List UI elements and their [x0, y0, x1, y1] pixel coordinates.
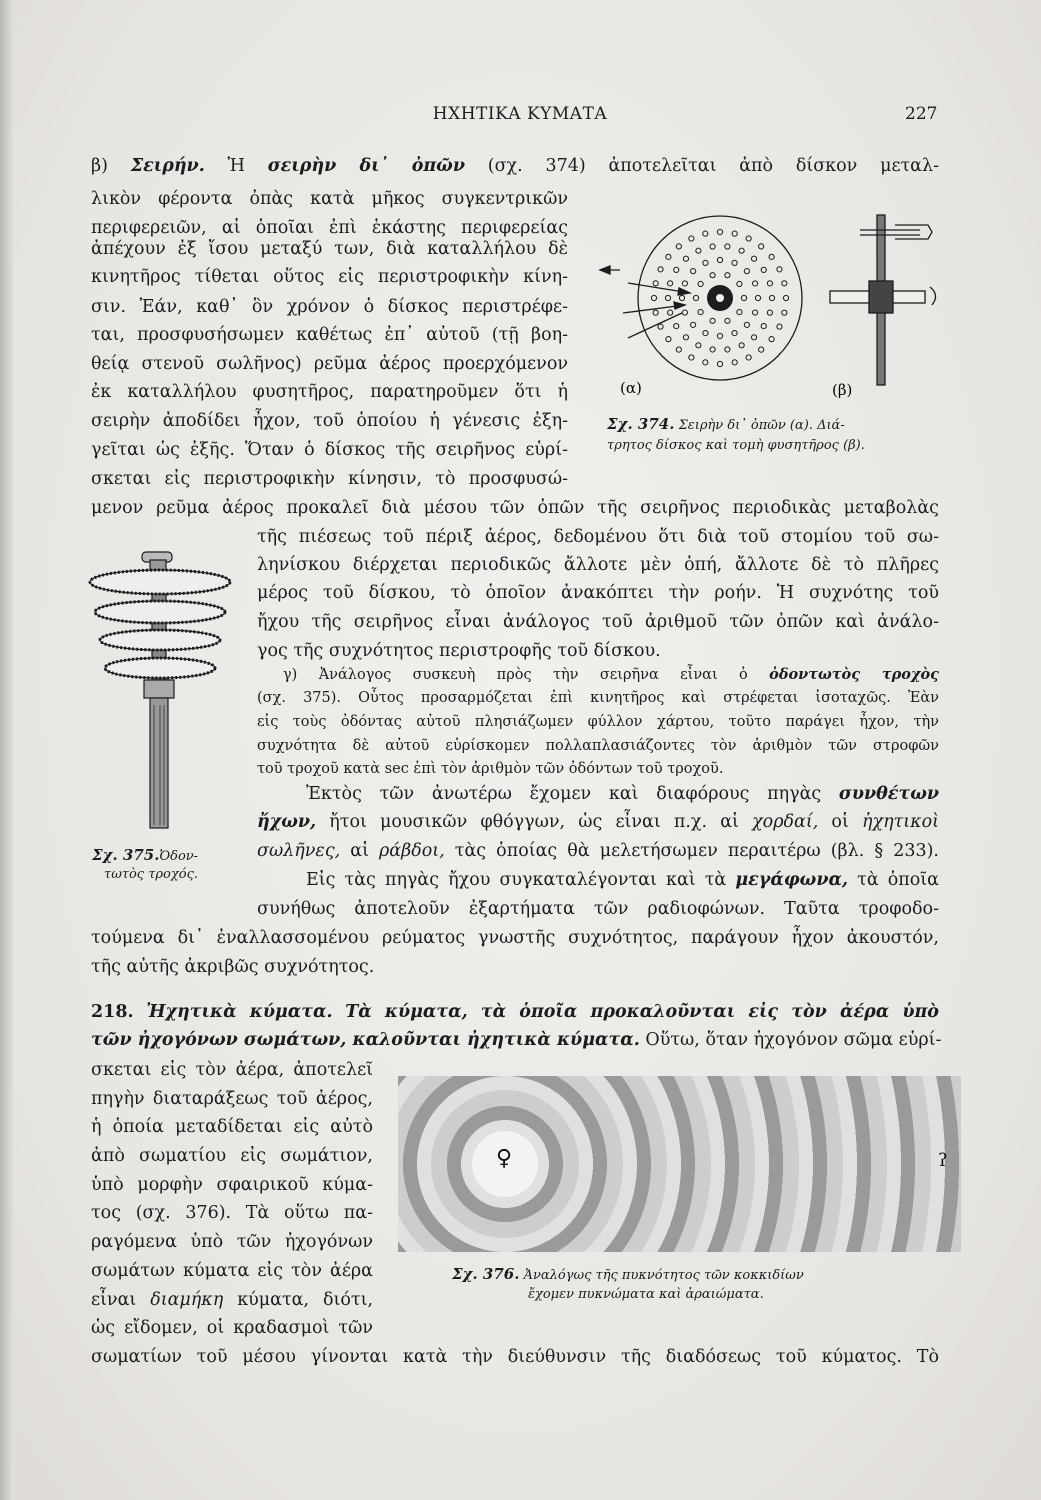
disc-hole — [689, 355, 694, 360]
paragraph-line: συνήθως ἀποτελοῦν ἐξαρτήματα τῶν ραδιοφώνων. Ταῦτα τροφοδο- — [257, 899, 939, 919]
disc-hole — [746, 355, 751, 360]
section-title: Ἠχητικὰ κύματα. — [146, 1002, 333, 1022]
disc-hole — [682, 310, 687, 315]
disc-hole — [751, 335, 756, 340]
disc-hole — [737, 281, 742, 286]
disc-hole — [739, 248, 744, 253]
figure-376-caption-line2: ἔχομεν πυκνώματα καὶ ἀραιώματα. — [528, 1287, 764, 1302]
disc-hole — [710, 318, 715, 323]
figure-376-sound-waves — [398, 1076, 961, 1252]
figure-374-label-a: (α) — [620, 379, 642, 397]
disc-hole — [725, 347, 730, 352]
disc-hole — [698, 281, 703, 286]
disc-hole — [658, 324, 663, 329]
paragraph-line: ἐκ καταλλήλου φυσητῆρος, παρατηροῦμεν ὅτι ἡ — [91, 382, 568, 402]
disc-hole — [732, 231, 737, 236]
paragraph-line: σωλῆνες, αἱ ράβδοι, τὰς ὁποίας θὰ μελετήσωμεν περαιτέρω (βλ. § 233). — [257, 841, 939, 861]
disc-hole — [674, 324, 679, 329]
disc-hole — [753, 281, 758, 286]
paragraph-line: μέρος τοῦ δίσκου, τὸ ὁποῖον ἀνακόπτει τὴν ροήν. Ἡ συχνότης τοῦ — [257, 583, 939, 603]
paragraph-line: γεῖται ὡς ἑξῆς. Ὅταν ὁ δίσκος τῆς σειρῆνος εὑρί- — [91, 440, 568, 460]
bell-icon: ♀ — [496, 1146, 513, 1171]
disc-hole — [703, 331, 708, 336]
figure-374-siren — [590, 195, 945, 400]
disc-hole — [689, 236, 694, 241]
disc-hole — [668, 310, 673, 315]
disc-hole — [725, 318, 730, 323]
disc-hole — [696, 343, 701, 348]
disc-hole — [732, 260, 737, 265]
air-arrows — [600, 266, 690, 338]
paragraph-line: γος τῆς συχνότητος περιστροφῆς τοῦ δίσκου. — [257, 641, 661, 661]
disc-hole — [658, 267, 663, 272]
disc-hole — [746, 236, 751, 241]
disc-hole — [744, 322, 749, 327]
disc-hole — [739, 343, 744, 348]
disc-hole — [696, 248, 701, 253]
figure-375-toothed-wheel — [80, 540, 250, 830]
disc-hole — [653, 310, 658, 315]
paragraph-line: τῆς αὐτῆς ἀκριβῶς συχνότητος. — [91, 957, 375, 977]
disc-hole — [703, 231, 708, 236]
disc-hole — [732, 360, 737, 365]
paragraph-line: εἶναι διαμήκη κύματα, διότι, — [91, 1290, 374, 1310]
paragraph-line: μενον ρεῦμα ἀέρος προκαλεῖ διὰ μέσου τῶν ὀπῶν τῆς σειρῆνος περιοδικὰς μεταβολὰς — [91, 498, 939, 518]
disc-hole — [651, 295, 656, 300]
disc-hole — [741, 295, 746, 300]
perforated-disc — [638, 216, 802, 380]
disc-hole — [744, 269, 749, 274]
paragraph-line: σκεται εἰς περιστροφικὴν κίνησιν, τὸ προσφυσώ- — [91, 469, 568, 489]
disc-hole — [725, 244, 730, 249]
running-title: ΗΧΗΤΙΚΑ ΚΥΜΑΤΑ — [432, 104, 608, 124]
paragraph-line: σωμάτων κύματα εἰς τὸν ἀέρα — [91, 1261, 373, 1281]
disc-hole — [676, 347, 681, 352]
disc-hole — [668, 281, 673, 286]
paragraph-line: Εἰς τὰς πηγὰς ἤχου συγκαταλέγονται καὶ τὰ μεγάφωνα, τὰ ὁποῖα — [306, 870, 939, 890]
disc-hole — [759, 244, 764, 249]
figure-374-caption-line2: τρητος δίσκος καὶ τομὴ φυσητῆρος (β). — [607, 438, 865, 453]
disc-hole — [751, 256, 756, 261]
paragraph-line: κινητῆρος τίθεται οὕτος εἰς περιστροφικὴν κίνη- — [91, 267, 568, 287]
disc-hole — [777, 267, 782, 272]
paragraph-line: ληνίσκου διέρχεται περιοδικῶς ἄλλοτε μὲν ὀπή, ἄλλοτε δὲ τὸ πλῆρες — [257, 555, 939, 575]
disc-hole — [769, 337, 774, 342]
disc-hole — [759, 347, 764, 352]
disc-hole — [767, 310, 772, 315]
disc-hole — [753, 310, 758, 315]
paragraph-line: εἰς τοὺς ὀδόντας αὐτοῦ πλησιάζωμεν φύλλον χάρτου, τοῦτο παράγει ἦχον, τὴν — [257, 714, 939, 730]
disc-hole — [783, 295, 788, 300]
paragraph-line: σκεται εἰς τὸν ἀέρα, ἀποτελεῖ — [91, 1060, 373, 1080]
disc-hole — [679, 295, 684, 300]
paragraph-line: β) Σειρήν. Ἡ σειρὴν δι᾽ ὀπῶν (σχ. 374) ἀποτελεῖται ἀπὸ δίσκον μεταλ- — [91, 156, 940, 176]
disc-hole — [683, 335, 688, 340]
disc-hole — [782, 281, 787, 286]
disc-hole — [769, 295, 774, 300]
paragraph-line: ται, προσφυσήσωμεν καθέτως ἐπ᾽ αὐτοῦ (τῇ βοη- — [91, 325, 568, 345]
disc-hole — [769, 254, 774, 259]
page-number: 227 — [905, 104, 938, 124]
figure-374-caption: Σχ. 374. Σειρὴν δι᾽ ὀπῶν (α). Διά- — [607, 415, 845, 433]
paragraph-line: ἤχου τῆς σειρῆνος εἶναι ἀνάλογος τοῦ ἀριθμοῦ τῶν ὀπῶν καὶ ἀνάλο- — [257, 612, 939, 632]
disc-hole — [725, 273, 730, 278]
disc-hole — [666, 254, 671, 259]
paragraph-line: σιν. Ἐάν, καθ᾽ ὃν χρόνον ὁ δίσκος περιστρέφε- — [91, 297, 568, 317]
disc-hole — [674, 267, 679, 272]
paragraph-line: πηγὴν διαταράξεως τοῦ ἀέρος, — [91, 1089, 373, 1109]
disc-hole — [717, 257, 722, 262]
disc-hole — [761, 324, 766, 329]
paragraph-line: λικὸν φέροντα ὀπὰς κατὰ μῆκος συγκεντρικῶν — [91, 189, 568, 209]
paragraph-line: ὑπὸ μορφὴν σφαιρικοῦ κύμα- — [91, 1175, 373, 1195]
paragraph-line: συχνότητα δὲ αὐτοῦ εὑρίσκομεν πολλαπλασιάζοντες τὸν ἀριθμὸν τῶν στροφῶν — [257, 738, 939, 754]
disc-hole — [683, 256, 688, 261]
disc-hole — [691, 322, 696, 327]
disc-hole — [682, 281, 687, 286]
blower-section — [830, 215, 936, 385]
disc-hole — [710, 273, 715, 278]
paragraph-line: Ἐκτὸς τῶν ἀνωτέρω ἔχομεν καὶ διαφόρους πηγὰς συνθέτων — [306, 784, 939, 804]
paragraph-line: (σχ. 375). Οὗτος προσαρμόζεται ἐπὶ κινητῆρος καὶ στρέφεται ἰσοταχῶς. Ἐὰν — [257, 690, 939, 706]
section-heading-line: 218. Ἠχητικὰ κύματα. Τὰ κύματα, τὰ ὁποῖα προκαλοῦνται εἰς τὸν ἀέρα ὑπὸ — [91, 1002, 939, 1022]
paragraph-line: περιφερειῶν, αἱ ὁποῖαι ἐπὶ ἑκάστης περιφερείας — [91, 218, 568, 238]
paragraph-line: ἀπέχουν ἐξ ἴσου μεταξύ των, διὰ καταλλήλου δὲ — [91, 239, 568, 259]
paragraph-line: σειρὴν ἀποδίδει ἦχον, τοῦ ὁποίου ἡ γένεσις ἐξη- — [91, 411, 568, 431]
disc-hole — [653, 281, 658, 286]
figure-375-caption: Σχ. 375.Ὀδον- — [92, 846, 199, 864]
figure-376-caption: Σχ. 376. Ἀναλόγως τῆς πυκνότητος τῶν κοκκιδίων — [452, 1265, 804, 1283]
figure-375-caption-line2: τωτὸς τροχός. — [104, 867, 199, 882]
paragraph-line: ἤχων, ἤτοι μουσικῶν φθόγγων, ὡς εἶναι π.χ. αἱ χορδαί, οἱ ἠχητικοὶ — [257, 812, 939, 832]
disc-hole — [717, 361, 722, 366]
disc-hole — [717, 229, 722, 234]
ear-icon: ʔ — [938, 1150, 948, 1171]
disc-hole — [737, 310, 742, 315]
disc-hole — [703, 260, 708, 265]
paragraph-line: τοῦ τροχοῦ κατὰ sec ἐπὶ τὸν ἀριθμὸν τῶν ὀδόντων τοῦ τροχοῦ. — [257, 761, 724, 777]
paragraph-line: τος (σχ. 376). Τὰ οὕτω πα- — [91, 1203, 373, 1223]
disc-hole — [761, 267, 766, 272]
paragraph-line: ραγόμενα ὑπὸ τῶν ἠχογόνων — [91, 1232, 373, 1252]
paragraph-line: τῆς πιέσεως τοῦ πέριξ ἀέρος, δεδομένου ὅτι διὰ τοῦ στομίου τοῦ σω- — [257, 527, 939, 547]
paragraph-line: ὡς εἴδομεν, οἱ κραδασμοὶ τῶν — [91, 1318, 373, 1338]
disc-hole — [767, 281, 772, 286]
disc-hole — [717, 333, 722, 338]
disc-hole — [693, 295, 698, 300]
disc-hole — [732, 331, 737, 336]
disc-hole — [703, 360, 708, 365]
paragraph-line: γ) Ἀνάλογος συσκευὴ πρὸς τὴν σειρῆνα εἶναι ὁ ὀδοντωτὸς τροχὸς — [283, 666, 939, 683]
paragraph-line: τῶν ἠχογόνων σωμάτων, καλοῦνται ἠχητικὰ κύματα. Οὕτω, ὅταν ἠχογόνον σῶμα εὑρί- — [91, 1030, 942, 1050]
figure-374-label-b: (β) — [832, 381, 853, 399]
disc-hole — [691, 269, 696, 274]
section-number: 218. — [91, 1002, 134, 1022]
paragraph-line: σωματίων τοῦ μέσου γίνονται κατὰ τὴν διεύθυνσιν τῆς διαδόσεως τοῦ κύματος. Τὸ — [91, 1347, 939, 1367]
paragraph-line: θείᾳ στενοῦ σωλῆνος) ρεῦμα ἀέρος προερχόμενον — [91, 354, 568, 374]
disc-hole — [666, 337, 671, 342]
disc-hole — [755, 295, 760, 300]
disc-hole — [676, 244, 681, 249]
paragraph-line: τούμενα δι᾽ ἐναλλασσομένου ρεύματος γνωστῆς συχνότητος, παράγουν ἦχον ἀκουστόν, — [91, 928, 939, 948]
disc-hole — [665, 295, 670, 300]
disc-hole — [782, 310, 787, 315]
disc-hole — [777, 324, 782, 329]
paragraph-line: ἡ ὁποία μεταδίδεται εἰς αὐτὸ — [91, 1117, 373, 1137]
disc-hole — [710, 244, 715, 249]
disc-hole — [698, 310, 703, 315]
paragraph-line: ἀπὸ σωματίου εἰς σωμάτιον, — [91, 1146, 373, 1166]
disc-hole — [710, 347, 715, 352]
book-gutter-shadow — [0, 0, 14, 1500]
